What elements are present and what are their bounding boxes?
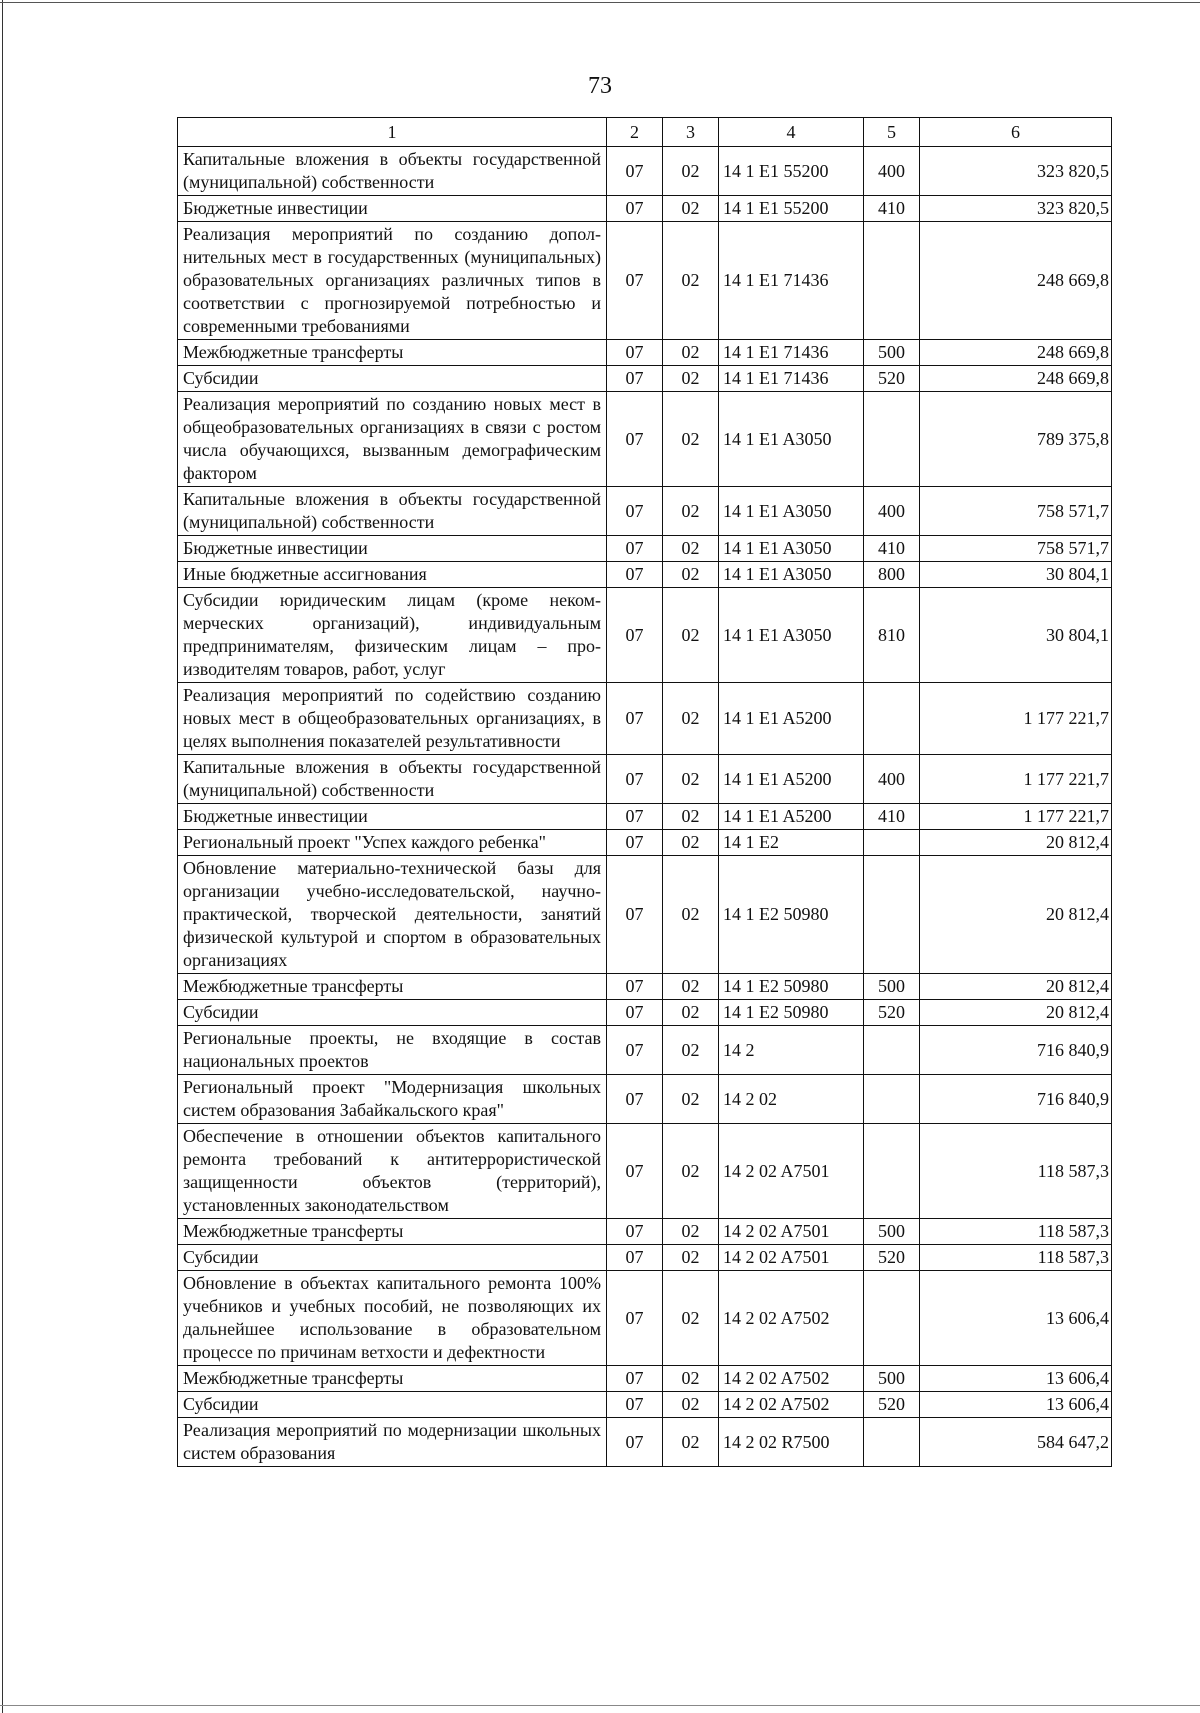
row-name: Субсидии <box>178 1245 607 1271</box>
row-section: 07 <box>607 588 663 683</box>
row-subsection: 02 <box>663 487 719 536</box>
row-name: Межбюджетные трансферты <box>178 1219 607 1245</box>
row-amount: 758 571,7 <box>920 536 1112 562</box>
row-subsection: 02 <box>663 830 719 856</box>
row-expense-type: 400 <box>864 487 920 536</box>
table-row <box>178 147 1112 196</box>
row-subsection: 02 <box>663 1026 719 1075</box>
table-row <box>178 366 1112 392</box>
row-target-code: 14 1 E1 A5200 <box>719 683 864 755</box>
row-amount: 758 571,7 <box>920 487 1112 536</box>
row-subsection: 02 <box>663 1418 719 1467</box>
row-expense-type: 500 <box>864 340 920 366</box>
row-expense-type <box>864 830 920 856</box>
row-target-code: 14 1 E1 71436 <box>719 340 864 366</box>
table-row <box>178 683 1112 755</box>
table-row <box>178 340 1112 366</box>
row-subsection: 02 <box>663 804 719 830</box>
row-name: Реализация мероприятий по содействию созданию новых мест в общеобразовательных организациях, в целях выполнения показателей результативности <box>178 683 607 755</box>
row-subsection: 02 <box>663 562 719 588</box>
row-section: 07 <box>607 1075 663 1124</box>
col-header-6: 6 <box>920 118 1112 147</box>
row-target-code: 14 1 E1 A3050 <box>719 487 864 536</box>
row-subsection: 02 <box>663 856 719 974</box>
col-header-3: 3 <box>663 118 719 147</box>
page-number: 73 <box>588 73 612 99</box>
row-subsection: 02 <box>663 536 719 562</box>
row-expense-type: 520 <box>864 366 920 392</box>
table-row <box>178 1124 1112 1219</box>
row-section: 07 <box>607 536 663 562</box>
row-target-code: 14 2 02 A7502 <box>719 1271 864 1366</box>
row-section: 07 <box>607 392 663 487</box>
row-name: Реализация мероприятий по модернизации школьных систем образования <box>178 1418 607 1467</box>
row-subsection: 02 <box>663 1000 719 1026</box>
row-target-code: 14 1 E2 50980 <box>719 856 864 974</box>
table-row <box>178 804 1112 830</box>
row-section: 07 <box>607 804 663 830</box>
row-section: 07 <box>607 487 663 536</box>
row-subsection: 02 <box>663 222 719 340</box>
row-target-code: 14 1 E1 A5200 <box>719 804 864 830</box>
row-section: 07 <box>607 366 663 392</box>
row-target-code: 14 1 E2 <box>719 830 864 856</box>
row-section: 07 <box>607 856 663 974</box>
row-amount: 20 812,4 <box>920 1000 1112 1026</box>
row-target-code: 14 1 E1 A3050 <box>719 536 864 562</box>
scan-edge-left <box>2 0 3 1713</box>
row-target-code: 14 1 E1 A3050 <box>719 562 864 588</box>
table-row <box>178 536 1112 562</box>
row-section: 07 <box>607 222 663 340</box>
row-section: 07 <box>607 1219 663 1245</box>
row-expense-type <box>864 1271 920 1366</box>
row-subsection: 02 <box>663 1392 719 1418</box>
row-name: Обеспечение в отношении объектов капитального ремонта требований к антитеррористической защищенности объектов (территорий), установленных законодательством <box>178 1124 607 1219</box>
row-subsection: 02 <box>663 974 719 1000</box>
row-section: 07 <box>607 830 663 856</box>
row-amount: 20 812,4 <box>920 974 1112 1000</box>
row-section: 07 <box>607 1245 663 1271</box>
row-name: Региональный проект "Успех каждого ребенка" <box>178 830 607 856</box>
row-amount: 13 606,4 <box>920 1392 1112 1418</box>
row-subsection: 02 <box>663 1245 719 1271</box>
row-target-code: 14 1 E1 55200 <box>719 196 864 222</box>
table-row <box>178 830 1112 856</box>
row-section: 07 <box>607 755 663 804</box>
row-section: 07 <box>607 683 663 755</box>
row-amount: 248 669,8 <box>920 366 1112 392</box>
row-target-code: 14 1 E1 71436 <box>719 366 864 392</box>
row-expense-type <box>864 683 920 755</box>
row-target-code: 14 1 E1 71436 <box>719 222 864 340</box>
row-section: 07 <box>607 1366 663 1392</box>
row-amount: 30 804,1 <box>920 588 1112 683</box>
row-name: Бюджетные инвестиции <box>178 196 607 222</box>
row-amount: 20 812,4 <box>920 856 1112 974</box>
row-expense-type: 410 <box>864 196 920 222</box>
row-expense-type: 410 <box>864 536 920 562</box>
budget-table <box>177 117 1112 1467</box>
row-expense-type: 800 <box>864 562 920 588</box>
row-expense-type: 520 <box>864 1000 920 1026</box>
table-row <box>178 392 1112 487</box>
row-section: 07 <box>607 1026 663 1075</box>
row-name: Бюджетные инвестиции <box>178 804 607 830</box>
row-amount: 118 587,3 <box>920 1245 1112 1271</box>
row-expense-type: 410 <box>864 804 920 830</box>
row-subsection: 02 <box>663 1366 719 1392</box>
col-header-2: 2 <box>607 118 663 147</box>
table-row <box>178 1271 1112 1366</box>
row-subsection: 02 <box>663 392 719 487</box>
row-amount: 30 804,1 <box>920 562 1112 588</box>
row-amount: 584 647,2 <box>920 1418 1112 1467</box>
row-name: Капитальные вложения в объекты государственной (муниципальной) собственности <box>178 147 607 196</box>
row-section: 07 <box>607 1124 663 1219</box>
row-amount: 789 375,8 <box>920 392 1112 487</box>
row-subsection: 02 <box>663 588 719 683</box>
row-expense-type <box>864 1124 920 1219</box>
row-expense-type: 400 <box>864 147 920 196</box>
row-section: 07 <box>607 1392 663 1418</box>
table-row <box>178 1026 1112 1075</box>
row-target-code: 14 2 <box>719 1026 864 1075</box>
row-target-code: 14 1 E1 A5200 <box>719 755 864 804</box>
table-row <box>178 487 1112 536</box>
row-name: Иные бюджетные ассигнования <box>178 562 607 588</box>
row-name: Бюджетные инвестиции <box>178 536 607 562</box>
row-name: Межбюджетные трансферты <box>178 340 607 366</box>
row-subsection: 02 <box>663 1271 719 1366</box>
row-expense-type <box>864 1026 920 1075</box>
row-subsection: 02 <box>663 366 719 392</box>
row-expense-type: 500 <box>864 974 920 1000</box>
row-expense-type: 400 <box>864 755 920 804</box>
row-section: 07 <box>607 196 663 222</box>
table-row <box>178 1418 1112 1467</box>
row-name: Реализация мероприятий по созданию дополнительных мест в государственных (муниципальных) образовательных организациях различных типов в соответствии с прогнозируемой потребностью и современными требованиями <box>178 222 607 340</box>
row-name: Обновление материально-технической базы для организации учебно-исследовательской, научно-практической, творческой деятельности, занятий физической культурой и спортом в образовательных организациях <box>178 856 607 974</box>
row-amount: 716 840,9 <box>920 1075 1112 1124</box>
table-row <box>178 562 1112 588</box>
row-target-code: 14 1 E1 A3050 <box>719 588 864 683</box>
row-amount: 118 587,3 <box>920 1124 1112 1219</box>
row-subsection: 02 <box>663 1075 719 1124</box>
row-subsection: 02 <box>663 1219 719 1245</box>
row-name: Субсидии <box>178 1000 607 1026</box>
table-row <box>178 974 1112 1000</box>
row-expense-type: 520 <box>864 1392 920 1418</box>
table-row <box>178 588 1112 683</box>
row-name: Субсидии <box>178 1392 607 1418</box>
scan-edge-top <box>0 2 1200 3</box>
row-amount: 118 587,3 <box>920 1219 1112 1245</box>
row-name: Региональные проекты, не входящие в состав национальных проектов <box>178 1026 607 1075</box>
row-name: Обновление в объектах капитального ремонта 100% учебников и учебных пособий, не позволяющих их дальнейшее использование в образовательном процессе по причинам ветхости и дефектности <box>178 1271 607 1366</box>
row-section: 07 <box>607 147 663 196</box>
row-target-code: 14 2 02 A7502 <box>719 1366 864 1392</box>
row-target-code: 14 2 02 A7501 <box>719 1245 864 1271</box>
row-expense-type: 810 <box>864 588 920 683</box>
row-name: Межбюджетные трансферты <box>178 974 607 1000</box>
table-row <box>178 222 1112 340</box>
table-row <box>178 1245 1112 1271</box>
row-target-code: 14 2 02 <box>719 1075 864 1124</box>
table-row <box>178 1366 1112 1392</box>
row-target-code: 14 1 E1 55200 <box>719 147 864 196</box>
row-amount: 20 812,4 <box>920 830 1112 856</box>
row-target-code: 14 2 02 A7502 <box>719 1392 864 1418</box>
row-name: Межбюджетные трансферты <box>178 1366 607 1392</box>
row-subsection: 02 <box>663 683 719 755</box>
row-section: 07 <box>607 974 663 1000</box>
col-header-5: 5 <box>864 118 920 147</box>
row-section: 07 <box>607 1000 663 1026</box>
row-expense-type: 500 <box>864 1366 920 1392</box>
row-subsection: 02 <box>663 755 719 804</box>
col-header-1: 1 <box>178 118 607 147</box>
row-amount: 323 820,5 <box>920 147 1112 196</box>
row-amount: 248 669,8 <box>920 340 1112 366</box>
row-name: Субсидии юридическим лицам (кроме некоммерческих организаций), индивидуальным предпринимателям, физическим лицам – производителям товаров, работ, услуг <box>178 588 607 683</box>
row-subsection: 02 <box>663 147 719 196</box>
col-header-4: 4 <box>719 118 864 147</box>
row-expense-type: 520 <box>864 1245 920 1271</box>
row-name: Реализация мероприятий по созданию новых мест в общеобразовательных организациях в связи с ростом числа обучающихся, вызванным демографическим фактором <box>178 392 607 487</box>
row-amount: 323 820,5 <box>920 196 1112 222</box>
table-row <box>178 196 1112 222</box>
row-section: 07 <box>607 1271 663 1366</box>
row-amount: 248 669,8 <box>920 222 1112 340</box>
row-section: 07 <box>607 340 663 366</box>
table-row <box>178 755 1112 804</box>
scan-edge-bottom <box>0 1705 1200 1706</box>
row-expense-type <box>864 392 920 487</box>
row-name: Региональный проект "Модернизация школьных систем образования Забайкальского края" <box>178 1075 607 1124</box>
table-row <box>178 1000 1112 1026</box>
row-amount: 716 840,9 <box>920 1026 1112 1075</box>
table-row <box>178 856 1112 974</box>
row-subsection: 02 <box>663 340 719 366</box>
row-expense-type: 500 <box>864 1219 920 1245</box>
row-expense-type <box>864 222 920 340</box>
row-amount: 1 177 221,7 <box>920 683 1112 755</box>
row-target-code: 14 1 E2 50980 <box>719 1000 864 1026</box>
row-amount: 1 177 221,7 <box>920 755 1112 804</box>
row-expense-type <box>864 856 920 974</box>
row-expense-type <box>864 1418 920 1467</box>
row-amount: 13 606,4 <box>920 1271 1112 1366</box>
row-name: Субсидии <box>178 366 607 392</box>
row-expense-type <box>864 1075 920 1124</box>
row-section: 07 <box>607 562 663 588</box>
row-name: Капитальные вложения в объекты государственной (муниципальной) собственности <box>178 755 607 804</box>
row-target-code: 14 2 02 A7501 <box>719 1124 864 1219</box>
row-target-code: 14 2 02 A7501 <box>719 1219 864 1245</box>
row-subsection: 02 <box>663 196 719 222</box>
row-target-code: 14 1 E2 50980 <box>719 974 864 1000</box>
table-row <box>178 1219 1112 1245</box>
row-amount: 1 177 221,7 <box>920 804 1112 830</box>
row-subsection: 02 <box>663 1124 719 1219</box>
row-amount: 13 606,4 <box>920 1366 1112 1392</box>
table-row <box>178 1075 1112 1124</box>
table-row <box>178 1392 1112 1418</box>
row-name: Капитальные вложения в объекты государственной (муниципальной) собственности <box>178 487 607 536</box>
row-section: 07 <box>607 1418 663 1467</box>
row-target-code: 14 1 E1 A3050 <box>719 392 864 487</box>
row-target-code: 14 2 02 R7500 <box>719 1418 864 1467</box>
table-header-row <box>178 118 1112 147</box>
